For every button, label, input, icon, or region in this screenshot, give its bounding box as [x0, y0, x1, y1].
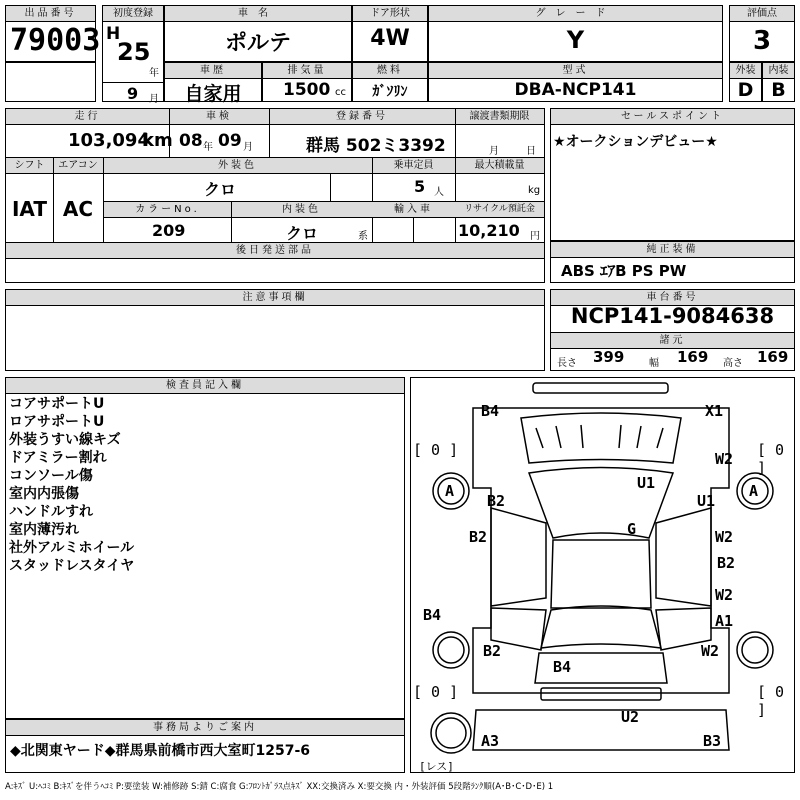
ext-grade-label: 外装 — [730, 63, 761, 79]
details-box — [5, 108, 545, 283]
ext-color: クロ — [204, 180, 237, 199]
damage-mark: B2 — [483, 642, 502, 660]
damage-mark: W2 — [715, 586, 734, 604]
history: 自家用 — [184, 83, 242, 105]
wheel-right-mark: A — [749, 482, 759, 500]
caution-label: 注意事項欄 — [6, 290, 544, 306]
transfer-label: 譲渡書類期限 — [455, 109, 544, 125]
car-name-label: 車名 — [165, 6, 351, 22]
damage-mark: U1 — [697, 492, 716, 510]
score: 3 — [752, 26, 772, 56]
ac: AC — [62, 197, 94, 221]
inspection-label: 車検 — [169, 109, 269, 125]
tire-front-left: [ 0 ] — [413, 441, 459, 459]
damage-mark: B2 — [487, 492, 506, 510]
office-label: 事務局よりご案内 — [6, 720, 404, 736]
score-box — [729, 5, 795, 62]
spec-label: 諸元 — [551, 332, 794, 349]
shift-label: シフト — [6, 158, 53, 174]
recycle-unit: 円 — [530, 231, 540, 242]
recycle-label: リサイクル預託金 — [455, 202, 544, 218]
damage-mark: A1 — [715, 612, 734, 630]
insp-year: 08 — [179, 131, 203, 151]
fuel-label: 燃料 — [353, 63, 427, 79]
fuel: ｶﾞｿﾘﾝ — [372, 84, 408, 100]
inspector-note-line: スタッドレスタイヤ — [9, 558, 135, 574]
lot-label: 出品番号 — [6, 6, 95, 22]
inspector-note-line: コアサポートU — [9, 396, 105, 412]
chassis-label: 車台番号 — [551, 290, 794, 306]
damage-mark: U2 — [621, 708, 640, 726]
door-type: 4W — [370, 26, 410, 51]
damage-mark: W2 — [715, 528, 734, 546]
door-box — [352, 5, 428, 62]
color-no-label: カラーNo. — [104, 202, 231, 218]
grade-box — [428, 5, 723, 62]
mileage: 103,094 — [68, 130, 150, 151]
damage-mark: A3 — [481, 732, 500, 750]
inspector-note-line: コンソール傷 — [9, 468, 93, 484]
length-label: 長さ — [557, 358, 577, 369]
car-diagram — [410, 377, 795, 773]
grade-label: グレード — [429, 6, 722, 22]
disp-box — [262, 62, 352, 102]
lot-number: 79003 — [10, 23, 101, 58]
import-label: 輸入車 — [372, 202, 455, 218]
model: DBA-NCP141 — [514, 80, 637, 100]
int-color-label: 内装色 — [231, 202, 372, 218]
height-label: 高さ — [723, 358, 743, 369]
tire-rear-left: [ 0 ] — [413, 683, 459, 701]
lot-box — [5, 5, 101, 62]
capacity: 5 — [414, 177, 426, 196]
int-color: クロ — [286, 224, 319, 243]
later-parts-label: 後日発送部品 — [6, 243, 544, 259]
damage-mark: B2 — [717, 554, 736, 572]
plate-label: 登録番号 — [269, 109, 455, 125]
reg-year: 25 — [117, 38, 151, 66]
load-label: 最大積載量 — [455, 158, 544, 174]
legend: A:ｷｽﾞ U:ﾍｺﾐ B:ｷｽﾞを伴うﾍｺﾐ P:要塗装 W:補修跡 S:錆 C:腐食 G:ﾌﾛﾝﾄｶﾞﾗｽ点ｷｽﾞ XX:交換済み X:要交換 内・外装評価 5段階ﾗﾝｸ順(A･B･C･D･E) 1 — [5, 782, 554, 792]
int-color-unit: 系 — [358, 231, 368, 242]
year-unit: 年 — [149, 68, 159, 79]
int-grade-box — [762, 62, 795, 102]
mileage-unit: km — [142, 130, 173, 151]
first-reg-box — [102, 5, 164, 105]
ext-grade-box — [729, 62, 762, 102]
sales-point-box — [550, 108, 795, 241]
inspector-notes — [9, 395, 134, 575]
int-grade-label: 内装 — [763, 63, 794, 79]
history-label: 車歴 — [165, 63, 261, 79]
office-box — [5, 719, 405, 773]
damage-mark: G — [627, 520, 637, 538]
ac-label: エアコン — [53, 158, 103, 174]
transfer-month-unit: 月 — [489, 146, 499, 157]
damage-mark: U1 — [637, 474, 656, 492]
inspector-note-line: ドアミラー割れ — [9, 450, 107, 466]
damage-mark: B4 — [481, 402, 500, 420]
era: H — [106, 24, 121, 44]
car-outline — [411, 378, 794, 772]
recycle-fee: 10,210 — [458, 221, 520, 240]
inspector-note-line: 室内薄汚れ — [9, 522, 79, 538]
displacement: 1500 — [283, 80, 331, 100]
equipment-label: 純正装備 — [551, 242, 794, 258]
transfer-day-unit: 日 — [526, 146, 536, 157]
grade: Y — [566, 26, 585, 54]
int-grade: B — [771, 79, 786, 101]
history-box — [164, 62, 262, 105]
ext-grade: D — [737, 79, 754, 101]
damage-mark: W2 — [715, 450, 734, 468]
tire-front-right: [ 0 ] — [757, 441, 785, 477]
car-name: ポルテ — [224, 31, 291, 56]
height: 169 — [757, 348, 789, 366]
length: 399 — [593, 348, 625, 366]
chassis-box — [550, 289, 795, 371]
wheel-left-mark: A — [445, 482, 455, 500]
insp-month: 09 — [218, 131, 242, 151]
insp-year-unit: 年 — [203, 142, 213, 153]
width: 169 — [677, 348, 709, 366]
model-label: 型式 — [429, 63, 722, 79]
caution-box — [5, 289, 545, 371]
width-label: 幅 — [649, 358, 659, 369]
damage-mark: B4 — [553, 658, 572, 676]
tire-rear-right: [ 0 ] — [757, 683, 785, 719]
car-name-box — [164, 5, 352, 62]
color-no: 209 — [152, 221, 186, 240]
capacity-unit: 人 — [434, 187, 444, 198]
inspector-note-line: ロアサポートU — [9, 414, 105, 430]
damage-mark: X1 — [705, 402, 724, 420]
damage-mark: B2 — [469, 528, 488, 546]
chassis-number: NCP141-9084638 — [570, 304, 775, 328]
fuel-box — [352, 62, 428, 102]
mileage-label: 走行 — [6, 109, 169, 125]
damage-mark: B4 — [423, 606, 442, 624]
capacity-label: 乗車定員 — [372, 158, 455, 174]
ext-color-label: 外装色 — [103, 158, 372, 174]
inspector-note-line: 社外アルミホイール — [9, 540, 135, 556]
office-note: ◆北関東ヤード◆群馬県前橋市西大室町1257-6 — [10, 743, 311, 759]
damage-mark: W2 — [701, 642, 720, 660]
spare-tire: [レス] — [419, 760, 454, 773]
disp-unit: cc — [335, 87, 346, 98]
sales-point: ★オークションデビュー★ — [553, 134, 718, 150]
equipment: ABS ｴｱB PS PW — [561, 262, 687, 280]
plate: 群馬 502ミ3392 — [306, 136, 446, 156]
first-reg-label: 初度登録 — [103, 6, 163, 22]
disp-label: 排気量 — [263, 63, 351, 79]
month-unit: 月 — [149, 94, 159, 105]
sales-point-label: セールスポイント — [551, 109, 794, 125]
damage-mark: B3 — [703, 732, 722, 750]
equipment-box — [550, 241, 795, 283]
inspector-note-line: 室内内張傷 — [9, 486, 79, 502]
model-box — [428, 62, 723, 102]
inspector-note-line: ハンドルすれ — [9, 504, 93, 520]
load-unit: kg — [528, 185, 541, 196]
inspector-box — [5, 377, 405, 719]
insp-month-unit: 月 — [243, 142, 253, 153]
inspector-label: 検査員記入欄 — [6, 378, 404, 394]
door-label: ドア形状 — [353, 6, 427, 22]
score-label: 評価点 — [730, 6, 794, 22]
inspector-note-line: 外装うすい線キズ — [9, 432, 121, 448]
reg-month: 9 — [127, 84, 139, 103]
shift: IAT — [11, 197, 47, 221]
